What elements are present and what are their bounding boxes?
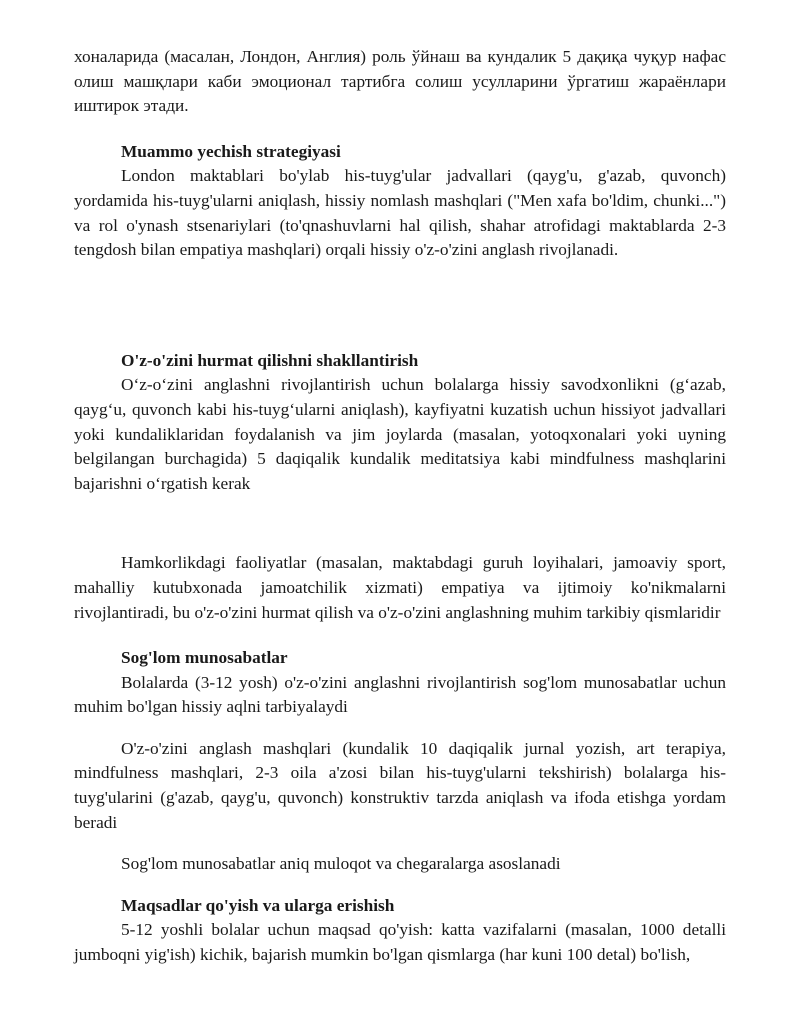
paragraph-problem-solving: London maktablari bo'ylab his-tuyg'ular jadvallari (qayg'u, g'azab, quvonch) yordamida his-tuyg'ularni aniqlash, hissiy nomlash mashqlari ("Men xafa bo'ldim, chunki...") va rol o'ynash stsenariylari (to'qnashuvlarni hal qilish, shahar atrofidagi maktablarda 2-3 tengdosh bilan empatiya mashqlari) orqali hissiy o'z-o'zini anglash rivojlanadi. bbox=[74, 166, 726, 260]
spacer bbox=[74, 877, 726, 894]
paragraph-collaboration: Hamkorlikdagi faoliyatlar (masalan, maktabdagi guruh loyihalari, jamoaviy sport, mahalliy kutubxonada jamoatchilik xizmati) empatiya va ijtimoiy ko'nikmalarni rivojlantiradi, bu o'z-o'zini hurmat qilish va o'z-o'zini anglashning muhim tarkibiy qismlaridir bbox=[74, 553, 726, 622]
section-heading-problem-solving: Muammo yechish strategiyasi bbox=[121, 141, 341, 161]
spacer bbox=[74, 625, 726, 646]
section-heading-self-esteem: O'z-o'zini hurmat qilishni shakllantirish bbox=[121, 350, 419, 370]
section-heading-goal-setting: Maqsadlar qo'yish va ularga erishish bbox=[121, 895, 395, 915]
spacer bbox=[74, 720, 726, 737]
paragraph-goal-setting: 5-12 yoshli bolalar uchun maqsad qo'yish: katta vazifalarni (masalan, 1000 detalli jumboqni yig'ish) kichik, bajarish mumkin bo'lgan qismlarga (har kuni 100 detal) bo'lish, bbox=[74, 920, 726, 965]
paragraph-self-awareness-exercises: O'z-o'zini anglash mashqlari (kundalik 10 daqiqalik jurnal yozish, art terapiya, mindfulness mashqlari, 2-3 oila a'zosi bilan his-tuyg'ularni tekshirish) bolalarga his-tuyg'ularini (g'azab, qayg'u, quvonch) konstruktiv tarzda aniqlash va ifoda etishga yordam beradi bbox=[74, 738, 726, 832]
paragraph-healthy-relationships: Bolalarda (3-12 yosh) o'z-o'zini anglashni rivojlantirish sog'lom munosabatlar uchun muhim bo'lgan hissiy aqlni tarbiyalaydi bbox=[74, 672, 726, 717]
paragraph-self-esteem: O‘z-o‘zini anglashni rivojlantirish uchun bolalarga hissiy savodxonlikni (g‘azab, qayg‘u, quvonch kabi his-tuyg‘ularni aniqlash), kayfiyatni kuzatish uchun hissiyot jadvallari yoki kundaliklaridan foydalanish va jim joylarda (masalan, yotoqxonalari yoki uyning belgilangan burchagida) 5 daqiqalik kundalik meditatsiya kabi mindfulness mashqlarini bajarishni o‘rgatish kerak bbox=[74, 375, 726, 493]
spacer bbox=[74, 496, 726, 551]
section-heading-healthy-relationships: Sog'lom munosabatlar bbox=[121, 648, 288, 668]
intro-paragraph: хоналарида (масалан, Лондон, Англия) роль ўйнаш ва кундалик 5 дақиқа чуқур нафас олиш машқлари каби эмоционал тартибга солиш усулларини ўргатиш жараёнлари иштирок этади. bbox=[74, 47, 726, 116]
paragraph-communication: Sog'lom munosabatlar aniq muloqot va chegaralarga asoslanadi bbox=[121, 854, 561, 874]
spacer bbox=[74, 263, 726, 349]
document-page bbox=[74, 45, 726, 968]
spacer bbox=[74, 835, 726, 852]
spacer bbox=[74, 119, 726, 140]
